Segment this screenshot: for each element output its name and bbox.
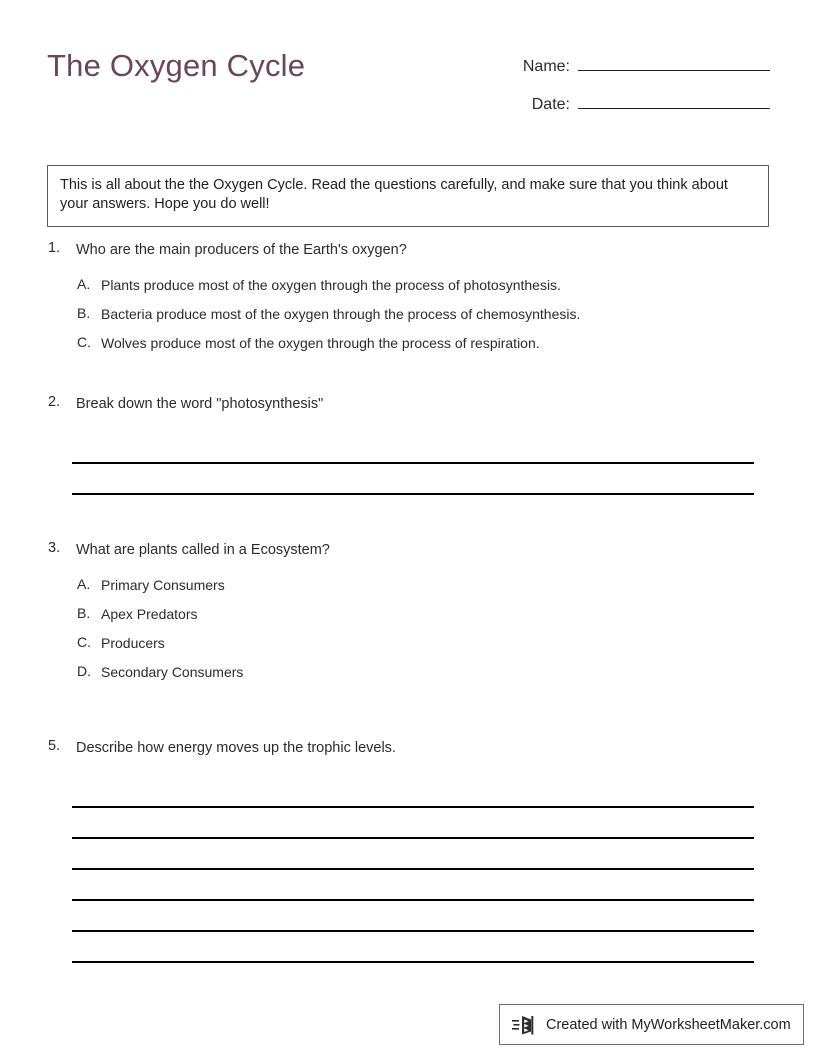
question-spacer (0, 495, 816, 540)
answer-option[interactable] (77, 634, 816, 663)
answer-option-text: Wolves produce most of the oxygen through the process of respiration. (101, 335, 540, 351)
answer-option[interactable] (77, 276, 816, 305)
answer-line[interactable] (72, 777, 754, 808)
question-block (0, 394, 816, 495)
question-text: Who are the main producers of the Earth's oxygen? (76, 242, 407, 258)
answer-line[interactable] (72, 870, 754, 901)
answer-option-letter: D. (77, 663, 91, 679)
answer-option[interactable] (77, 605, 816, 634)
answer-line[interactable] (72, 464, 754, 495)
question-row (48, 738, 816, 758)
question-block (0, 240, 816, 363)
answer-option-text: Bacteria produce most of the oxygen through the process of chemosynthesis. (101, 306, 581, 322)
answer-option[interactable] (77, 576, 816, 605)
created-with-badge[interactable] (499, 1004, 804, 1045)
answer-options (48, 576, 816, 692)
answer-option[interactable] (77, 305, 816, 334)
date-field-label: Date: (531, 96, 570, 113)
instructions-text: This is all about the the Oxygen Cycle. Read the questions carefully, and make sure that you think about your answers. Hope you do well! (60, 177, 728, 212)
answer-line[interactable] (72, 808, 754, 839)
answer-option-text: Primary Consumers (101, 577, 225, 593)
question-row (48, 540, 816, 560)
question-block (0, 540, 816, 692)
question-spacer (0, 363, 816, 394)
name-field-row (470, 50, 770, 88)
answer-lines (48, 777, 816, 963)
name-field-label: Name: (522, 58, 570, 75)
answer-option-text: Producers (101, 635, 165, 651)
name-date-fields (470, 50, 770, 126)
answer-option[interactable] (77, 663, 816, 692)
question-number: 3. (48, 540, 61, 556)
answer-option[interactable] (77, 334, 816, 363)
answer-option-letter: C. (77, 634, 91, 650)
worksheet-header (0, 0, 816, 140)
date-field-input[interactable] (578, 88, 770, 109)
answer-options (48, 276, 816, 363)
question-row (48, 240, 816, 260)
answer-option-letter: B. (77, 605, 91, 621)
questions-list (0, 240, 816, 963)
answer-option-letter: B. (77, 305, 91, 321)
question-row (48, 394, 816, 414)
answer-option-text: Secondary Consumers (101, 664, 244, 680)
answer-option-text: Apex Predators (101, 606, 198, 622)
date-field-row (470, 88, 770, 126)
answer-lines (48, 433, 816, 495)
answer-line[interactable] (72, 433, 754, 464)
answer-option-letter: C. (77, 334, 91, 350)
question-number: 1. (48, 240, 61, 256)
question-number: 5. (48, 738, 61, 754)
name-field-input[interactable] (578, 50, 770, 71)
question-text: Break down the word "photosynthesis" (76, 396, 324, 412)
answer-option-text: Plants produce most of the oxygen through the process of photosynthesis. (101, 277, 561, 293)
answer-option-letter: A. (77, 576, 91, 592)
instructions-box (47, 165, 769, 227)
answer-option-letter: A. (77, 276, 91, 292)
question-text: What are plants called in a Ecosystem? (76, 542, 330, 558)
created-with-badge-text: Created with MyWorksheetMaker.com (546, 1016, 791, 1033)
question-block (0, 738, 816, 963)
question-number: 2. (48, 394, 61, 410)
question-spacer (0, 692, 816, 738)
answer-line[interactable] (72, 901, 754, 932)
answer-line[interactable] (72, 839, 754, 870)
page-title: The Oxygen Cycle (47, 48, 306, 83)
answer-line[interactable] (72, 932, 754, 963)
worksheet-maker-logo-icon (512, 1013, 538, 1037)
question-text: Describe how energy moves up the trophic levels. (76, 740, 396, 756)
